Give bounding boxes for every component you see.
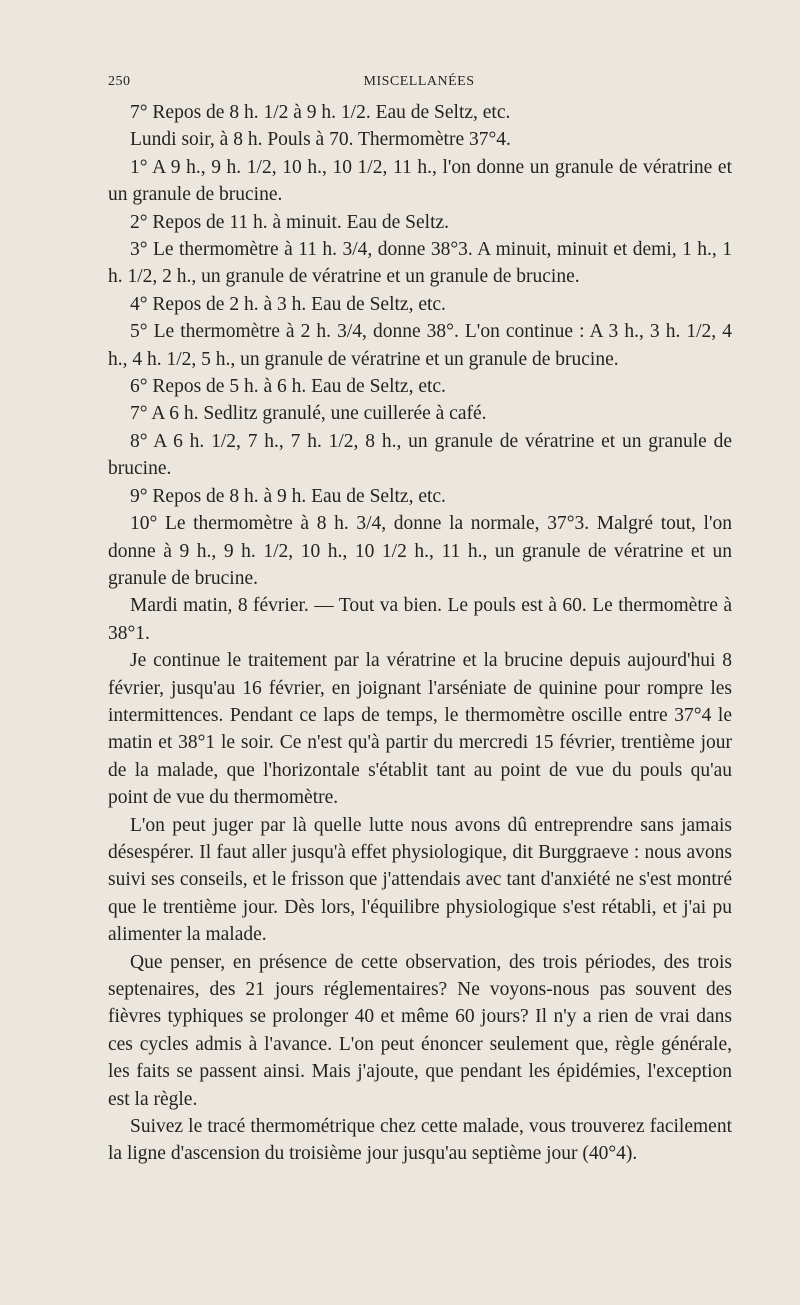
body-text (108, 99, 732, 1168)
paragraph: 5° Le thermomètre à 2 h. 3/4, donne 38°. L'on continue : A 3 h., 3 h. 1/2, 4 h., 4 h. 1/2, 5 h., un granule de vératrine et un granule de brucine. (108, 321, 732, 370)
page-header (108, 74, 730, 94)
paragraph: 3° Le thermomètre à 11 h. 3/4, donne 38°3. A minuit, minuit et demi, 1 h., 1 h. 1/2, 2 h., un granule de vératrine et un granule de brucine. (108, 239, 732, 288)
paragraph: 4° Repos de 2 h. à 3 h. Eau de Seltz, etc. (130, 293, 446, 315)
paragraph: Je continue le traitement par la vératrine et la brucine depuis aujourd'hui 8 février, jusqu'au 16 février, en joignant l'arséniate de quinine pour rompre les intermittences. Pendant ce laps de temps, le thermomètre oscille entre 37°4 le matin et 38°1 le soir. Ce n'est qu'à partir du mercredi 15 février, trentième jour de la malade, que l'horizontale s'établit tant au point de vue du pouls qu'au point de vue du thermomètre. (108, 650, 732, 809)
paragraph: 9° Repos de 8 h. à 9 h. Eau de Seltz, etc. (130, 485, 446, 507)
paragraph: 7° A 6 h. Sedlitz granulé, une cuillerée à café. (130, 403, 487, 425)
paragraph: 7° Repos de 8 h. 1/2 à 9 h. 1/2. Eau de Seltz, etc. (130, 102, 511, 123)
paragraph: Mardi matin, 8 février. — Tout va bien. Le pouls est à 60. Le thermomètre à 38°1. (108, 595, 732, 644)
paragraph: 2° Repos de 11 h. à minuit. Eau de Seltz. (130, 211, 450, 233)
paragraph: 10° Le thermomètre à 8 h. 3/4, donne la normale, 37°3. Malgré tout, l'on donne à 9 h., 9 h. 1/2, 10 h., 10 1/2 h., 11 h., un granule de vératrine et un granule de brucine. (108, 513, 732, 589)
paragraph: Que penser, en présence de cette observation, des trois périodes, des trois septenaires, des 21 jours réglementaires? Ne voyons-nous pas souvent des fièvres typhiques se prolonger 40 et même 60 jours? Il n'y a rien de vrai dans ces cycles admis à l'avance. L'on peut énoncer seulement que, règle générale, les faits se passent ainsi. Mais j'ajoute, que pendant les épidémies, l'exception est la règle. (108, 951, 732, 1110)
paragraph: L'on peut juger par là quelle lutte nous avons dû entreprendre sans jamais désespérer. Il faut aller jusqu'à effet physiologique, dit Burggraeve : nous avons suivi ses conseils, et le frisson que j'attendais avec tant d'anxiété ne s'est montré que le trentième jour. Dès lors, l'équilibre physiologique s'est rétabli, et j'ai pu alimenter la malade. (108, 814, 732, 946)
paragraph: Suivez le tracé thermométrique chez cette malade, vous trouverez facilement la ligne d'ascension du troisième jour jusqu'au septième jour (40°4). (108, 1116, 732, 1165)
paragraph: Lundi soir, à 8 h. Pouls à 70. Thermomètre 37°4. (130, 129, 511, 151)
paragraph: 1° A 9 h., 9 h. 1/2, 10 h., 10 1/2, 11 h., l'on donne un granule de vératrine et un granule de brucine. (108, 156, 732, 206)
paragraph: 8° A 6 h. 1/2, 7 h., 7 h. 1/2, 8 h., un granule de vératrine et un granule de brucine. (108, 430, 732, 480)
running-title: MISCELLANÉES (363, 74, 475, 89)
paragraph: 6° Repos de 5 h. à 6 h. Eau de Seltz, etc. (130, 376, 446, 398)
page-number: 250 (108, 74, 131, 89)
